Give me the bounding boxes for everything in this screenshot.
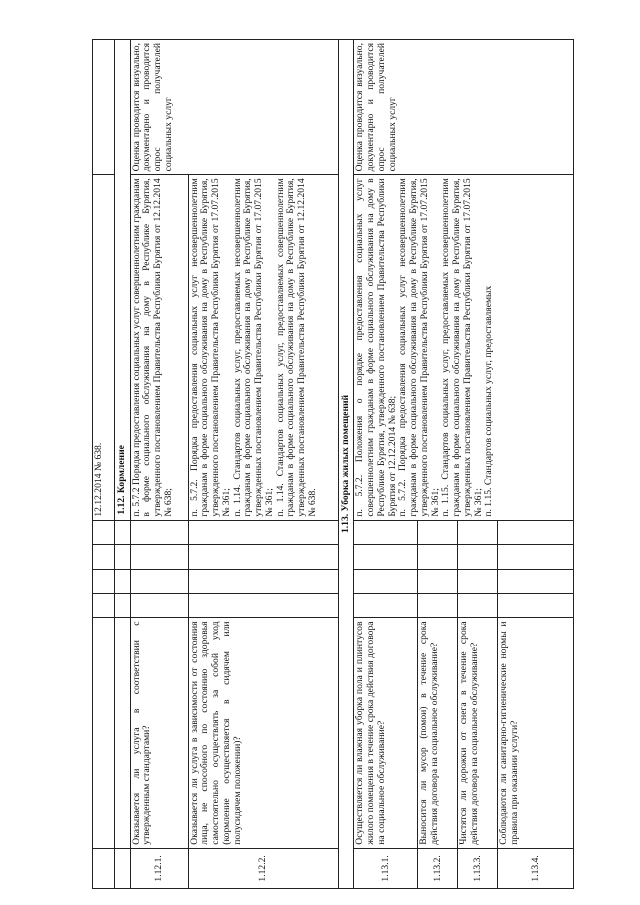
continuation-ref: 12.12.2014 № 638. [93,175,115,520]
item-number: 1.13.4. [498,848,574,888]
section-header-row [338,40,354,889]
item-question: Соблюдаются ли санитарно-гигиенические нормы и правила при оказании услуги? [498,618,574,848]
inspection-checklist-table [92,39,574,889]
item-number: 1.12.1. [130,848,188,888]
item-number: 1.12.2. [188,848,338,888]
reference-text: п. 1.15. Стандартов социальных услуг, предоставляемых несовершеннолетним гражданам в форме социального обслуживания на дому в Республике Бурятия, утвержденных постановлением Правительства Республики Бурятия от 17.07.2015 № 361; [440,178,484,517]
evaluation-method: Оценка проводится визуально, документарно и проводится опрос получателей социальных услуг [354,40,574,175]
item-question: Оказывается ли услуга в соответствии с утвержденным стандартами? [130,618,188,848]
reference-text: п. 5.7.2 Порядка предоставления социальных услуг совершеннолетним гражданам в форме социального обслуживания на дому в Республике Бурятия, утвержденного постановлением Правительства Республики Бурятия от 12.12.2014 № 638; [130,178,174,517]
reference-text: п. 1.14. Стандартов социальных услуг, предоставляемых совершеннолетним гражданам в форме социального обслуживания на дому в Республике Бурятия, утвержденных постановлением Правительства Республики Бурятия от 12.12.2014 № 638. [274,178,318,517]
reference-text: п. 1.14. Стандартов социальных услуг, предоставляемых несовершеннолетним гражданам в форме социального обслуживания на дому в Республике Бурятия, утвержденных постановлением Правительства Республики Бурятия от 17.07.2015 № 361; [231,178,275,517]
evaluation-method: Оценка проводится визуально, документарно и проводится опрос получателей социальных услуг [130,40,338,175]
section-title: 1.13. Уборка жилых помещений [338,40,354,889]
table-row [354,40,418,889]
reference-text: п. 5.7.2. Порядка предоставления социальных услуг несовершеннолетним гражданам в форме социального обслуживания на дому в Республике Бурятия, утвержденного постановлением Правительства Республики Бурятия от 17.07.2015 № 361; [397,178,441,517]
item-number: 1.13.2. [418,848,458,888]
item-references [188,175,338,520]
reference-text: п. 5.7.2. Положения о порядке предоставления социальных услуг совершеннолетним гражданам в форме социального обслуживания на дому в Республике Бурятия, утвержденного постановлением Правительства Республики Бурятия от 12.12.2014 № 638; [354,178,398,517]
item-question: Выносится ли мусор (помои) в течение срока действия договора на социальное обслуживание? [418,618,458,848]
section-header-row [115,40,131,889]
item-question: Осуществляется ли влажная уборка пола и плинтусов жилого помещения в течение срока действия договора на социальное обслуживание? [354,618,418,848]
item-references [130,175,188,520]
item-number: 1.13.3. [458,848,498,888]
item-references [354,175,574,520]
item-question: Оказывается ли услуга в зависимости от состояния лица, не способного по состоянию здоровья самостоятельно осуществлять за собой уход (кормление осуществляется в сидячем или полусидячем положении)? [188,618,338,848]
continuation-row [93,40,115,889]
reference-text: п. 1.15. Стандартов социальных услуг, предоставляемых [483,285,495,517]
item-number: 1.13.1. [354,848,418,888]
reference-text: п. 5.7.2. Порядка предоставления социальных услуг несовершеннолетним гражданам в форме социального обслуживания на дому в Республике Бурятия, утвержденного постановлением Правительства Республики Бурятия от 17.07.2015 № 361; [188,178,232,517]
section-title: 1.12. Кормление [115,40,131,521]
item-question: Чистятся ли дорожки от снега в течение срока действия договора на социальное обслуживание? [458,618,498,848]
table-row [130,40,188,889]
